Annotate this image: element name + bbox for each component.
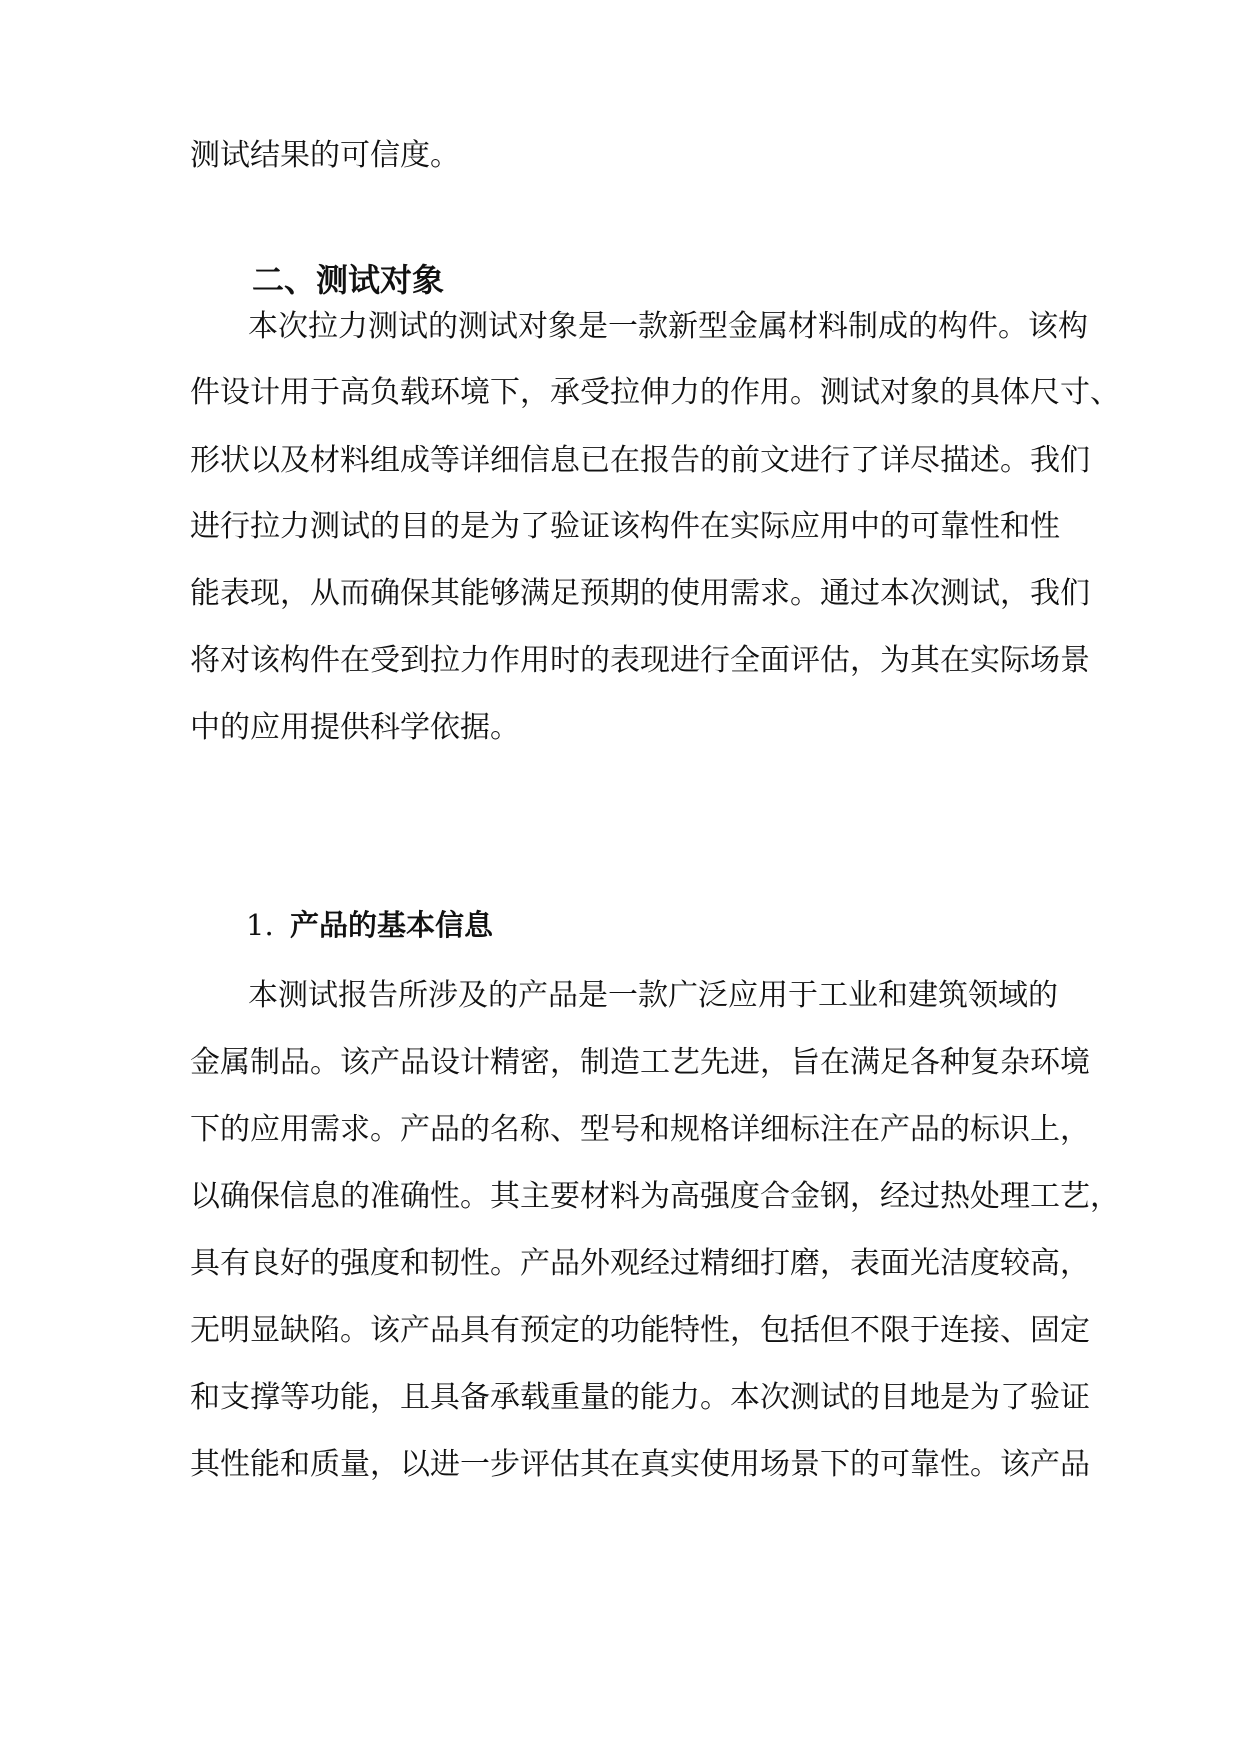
subsection-title: 产品的基本信息 [290, 908, 494, 942]
paragraph-line: 形状以及材料组成等详细信息已在报告的前文进行了详尽描述。我们 [190, 443, 1090, 478]
paragraph-line: 其性能和质量，以进一步评估其在真实使用场景下的可靠性。该产品 [190, 1447, 1090, 1482]
paragraph-line: 和支撑等功能，且具备承载重量的能力。本次测试的目地是为了验证 [190, 1380, 1090, 1415]
paragraph-line: 进行拉力测试的目的是为了验证该构件在实际应用中的可靠性和性 [190, 509, 1060, 544]
section-heading-test-object: 二、测试对象 [252, 261, 445, 299]
paragraph-line: 具有良好的强度和韧性。产品外观经过精细打磨，表面光洁度较高， [190, 1246, 1090, 1281]
subsection-number: 1. [246, 908, 274, 942]
paragraph-line: 下的应用需求。产品的名称、型号和规格详细标注在产品的标识上， [190, 1112, 1090, 1147]
paragraph-line: 中的应用提供科学依据。 [190, 710, 520, 745]
paragraph-line: 本次拉力测试的测试对象是一款新型金属材料制成的构件。该构 [248, 309, 1088, 344]
paragraph-line: 以确保信息的准确性。其主要材料为高强度合金钢，经过热处理工艺， [190, 1179, 1120, 1214]
paragraph-line: 件设计用于高负载环境下，承受拉伸力的作用。测试对象的具体尺寸、 [190, 375, 1120, 410]
continuation-text-line: 测试结果的可信度。 [190, 138, 460, 173]
paragraph-line: 金属制品。该产品设计精密，制造工艺先进，旨在满足各种复杂环境 [190, 1045, 1090, 1080]
paragraph-line: 本测试报告所涉及的产品是一款广泛应用于工业和建筑领域的 [248, 978, 1058, 1013]
paragraph-line: 将对该构件在受到拉力作用时的表现进行全面评估，为其在实际场景 [190, 643, 1090, 678]
subsection-heading-product-info [246, 905, 493, 945]
paragraph-line: 无明显缺陷。该产品具有预定的功能特性，包括但不限于连接、固定 [190, 1313, 1090, 1348]
paragraph-line: 能表现，从而确保其能够满足预期的使用需求。通过本次测试，我们 [190, 576, 1090, 611]
